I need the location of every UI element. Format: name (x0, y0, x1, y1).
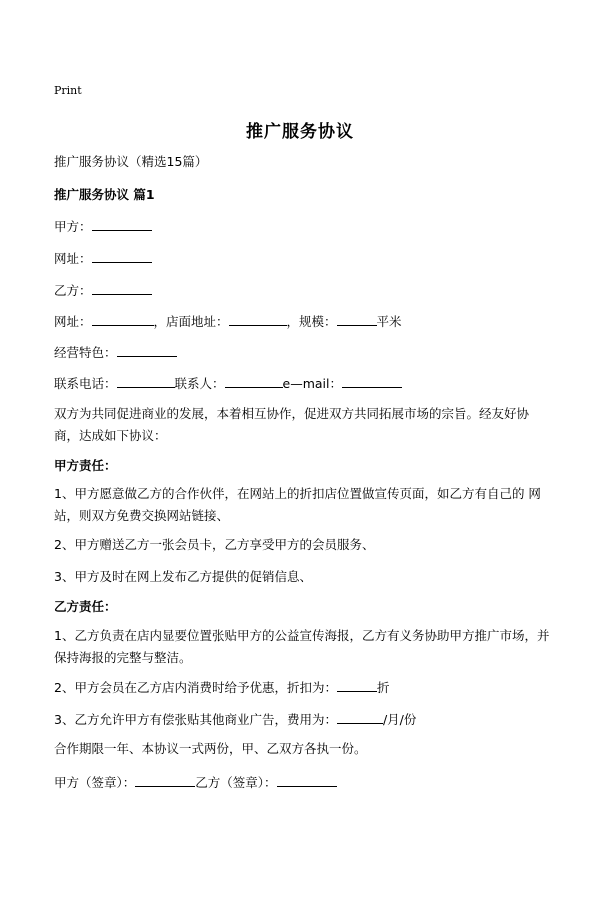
party-b-heading: 乙方责任： (54, 599, 117, 614)
party-a-heading: 甲方责任： (54, 458, 117, 473)
party-a-item-3: 3、甲方及时在网上发布乙方提供的促销信息、 (54, 569, 312, 584)
party-b-item-3 (54, 711, 416, 728)
party-a-item-2: 2、甲方赠送乙方一张会员卡，乙方享受甲方的会员服务、 (54, 537, 375, 552)
intro-paragraph: 双方为共同促进商业的发展，本着相互协作，促进双方共同拓展市场的宗旨。经友好协商，达成如下协议： (54, 406, 530, 443)
ad-fee-label: 3、乙方允许甲方有偿张贴其他商业广告，费用为： (54, 712, 337, 727)
website-label-2: 网址： (54, 314, 92, 329)
scale-label: ，规模： (286, 314, 337, 329)
party-a-blank (92, 218, 152, 231)
party-b-signature-label: 乙方（签章）： (195, 775, 277, 790)
contact-label: 联系人： (174, 376, 225, 391)
party-a-field (54, 218, 152, 235)
phone-blank (117, 375, 175, 388)
party-b-signature-blank (277, 774, 337, 787)
print-label: Print (54, 84, 82, 97)
discount-label: 2、甲方会员在乙方店内消费时给予优惠，折扣为： (54, 680, 337, 695)
party-b-item-1: 1、乙方负责在店内显要位置张贴甲方的公益宣传海报，乙方有义务协助甲方推广市场，并保持海报的完整与整洁。 (54, 628, 550, 665)
ad-fee-unit: /月/份 (382, 712, 417, 727)
phone-label: 联系电话： (54, 376, 117, 391)
store-address-blank (229, 313, 287, 326)
term-paragraph: 合作期限一年、本协议一式两份，甲、乙双方各执一份。 (54, 741, 367, 756)
party-a-label: 甲方： (54, 219, 92, 234)
scale-unit: 平米 (376, 314, 402, 329)
contact-line (54, 375, 402, 392)
document-title: 推广服务协议 (246, 122, 354, 142)
party-b-field (54, 282, 152, 299)
scale-blank (337, 313, 377, 326)
website-field-1 (54, 250, 152, 267)
party-b-blank (92, 282, 152, 295)
store-info-line (54, 313, 402, 330)
section-heading: 推广服务协议 篇1 (54, 187, 155, 202)
discount-unit: 折 (376, 680, 390, 695)
party-b-item-2 (54, 679, 389, 696)
website-blank-2 (92, 313, 154, 326)
document-subtitle: 推广服务协议（精选15篇） (54, 154, 208, 169)
party-a-signature-label: 甲方（签章）： (54, 775, 136, 790)
party-a-item-1: 1、甲方愿意做乙方的合作伙伴，在网站上的折扣店位置做宣传页面，如乙方有自己的 网站，则双方免费交换网站链接、 (54, 486, 541, 523)
email-label: e—mail： (282, 376, 343, 391)
features-label: 经营特色： (54, 345, 117, 360)
store-address-label: ，店面地址： (153, 314, 229, 329)
contact-blank (225, 375, 283, 388)
features-blank (117, 344, 177, 357)
signature-line (54, 774, 337, 791)
party-b-label: 乙方： (54, 283, 92, 298)
website-blank-1 (92, 250, 152, 263)
party-a-signature-blank (135, 774, 195, 787)
discount-blank (337, 679, 377, 692)
email-blank (342, 375, 402, 388)
features-field (54, 344, 177, 361)
website-label-1: 网址： (54, 251, 92, 266)
ad-fee-blank (337, 711, 383, 724)
